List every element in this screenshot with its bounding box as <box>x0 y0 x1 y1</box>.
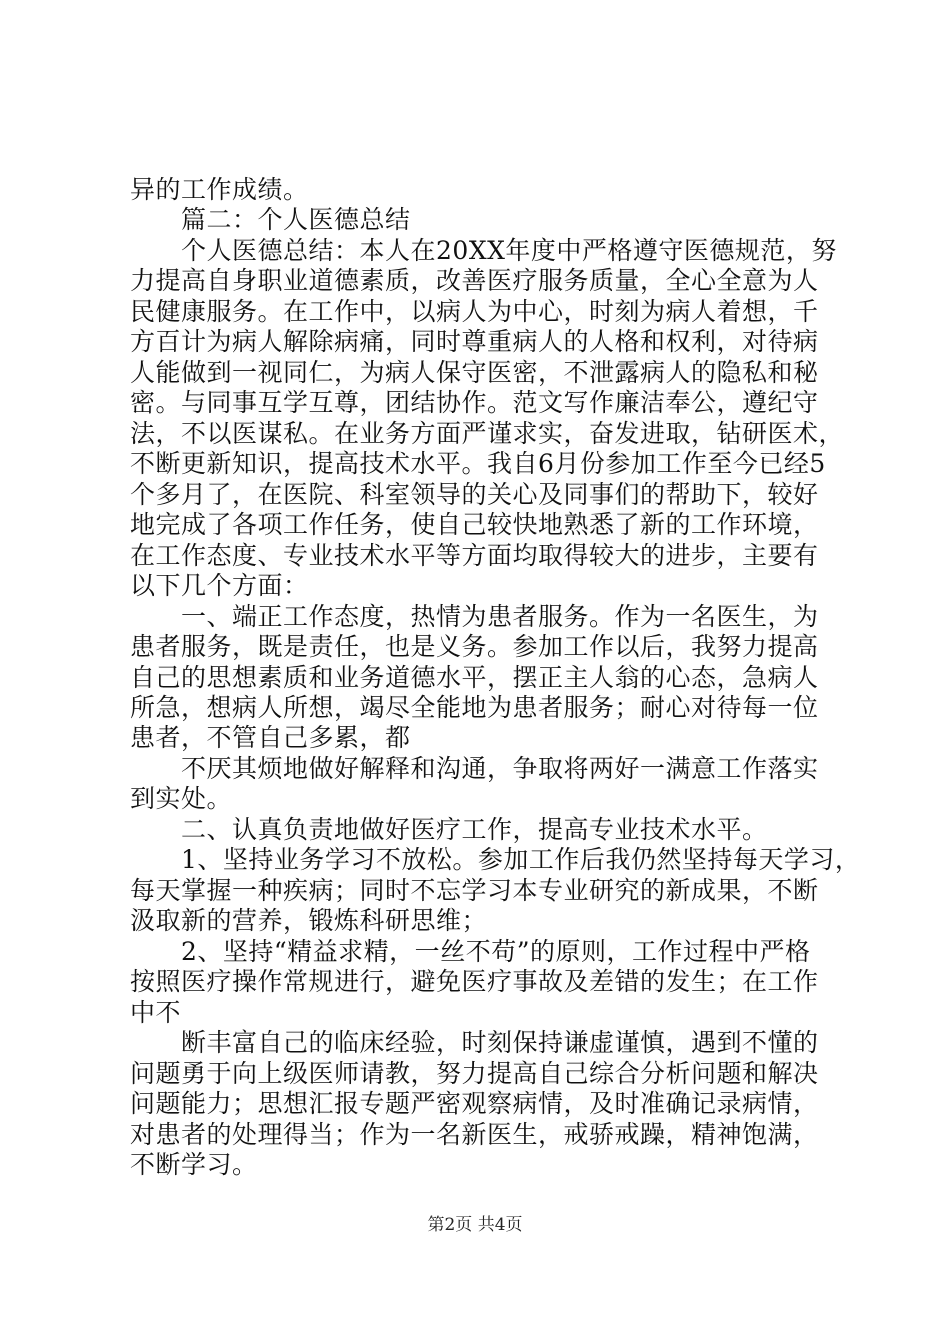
text-line: 汲取新的营养，锻炼科研思维； <box>130 906 488 935</box>
text-line: 每天掌握一种疾病；同时不忘学习本专业研究的新成果，不断 <box>130 876 819 905</box>
text-line: 密。与同事互学互尊，团结协作。范文写作廉洁奉公，遵纪守 <box>130 388 819 417</box>
text-line: 不断更新知识，提高技术水平。我自6月份参加工作至今已经5 <box>130 449 826 478</box>
text-line: 不厌其烦地做好解释和沟通，争取将两好一满意工作落实 <box>130 754 819 783</box>
text-line: 断丰富自己的临床经验，时刻保持谦虚谨慎，遇到不懂的 <box>130 1028 819 1057</box>
page-footer: 第2页 共4页 <box>427 1215 523 1235</box>
text-line: 患者，不管自己多累，都 <box>130 723 411 752</box>
text-line: 法，不以医谋私。在业务方面严谨求实，奋发进取，钻研医术， <box>130 419 845 448</box>
text-line: 二、认真负责地做好医疗工作，提高专业技术水平。 <box>130 815 768 844</box>
text-line: 人能做到一视同仁，为病人保守医密，不泄露病人的隐私和秘 <box>130 358 819 387</box>
text-line: 力提高自身职业道德素质，改善医疗服务质量，全心全意为人 <box>130 266 819 295</box>
text-line: 民健康服务。在工作中，以病人为中心，时刻为病人着想，千 <box>130 297 819 326</box>
text-line: 到实处。 <box>130 784 233 813</box>
text-line: 个人医德总结：本人在20XX年度中严格遵守医德规范，努 <box>130 236 837 265</box>
text-line: 患者服务，既是责任，也是义务。参加工作以后，我努力提高 <box>130 632 819 661</box>
text-line: 中不 <box>130 998 182 1027</box>
text-line: 按照医疗操作常规进行，避免医疗事故及差错的发生；在工作 <box>130 967 819 996</box>
text-line: 不断学习。 <box>130 1150 258 1179</box>
text-line: 在工作态度、专业技术水平等方面均取得较大的进步，主要有 <box>130 541 819 570</box>
text-line: 地完成了各项工作任务，使自己较快地熟悉了新的工作环境， <box>130 510 819 539</box>
text-line: 一、端正工作态度，热情为患者服务。作为一名医生，为 <box>130 602 819 631</box>
text-line: 方百计为病人解除病痛，同时尊重病人的人格和权利，对待病 <box>130 327 819 356</box>
text-line: 以下几个方面： <box>130 571 309 600</box>
text-line: 问题能力；思想汇报专题严密观察病情，及时准确记录病情， <box>130 1089 819 1118</box>
text-line: 异的工作成绩。 <box>130 175 309 204</box>
text-line: 个多月了，在医院、科室领导的关心及同事们的帮助下，较好 <box>130 480 819 509</box>
text-line: 2、坚持“精益求精，一丝不苟”的原则，工作过程中严格 <box>130 937 811 966</box>
section-heading: 篇二：个人医德总结 <box>130 205 411 234</box>
text-line: 问题勇于向上级医师请教，努力提高自己综合分析问题和解决 <box>130 1059 819 1088</box>
text-line: 1、坚持业务学习不放松。参加工作后我仍然坚持每天学习， <box>130 845 861 874</box>
text-line: 自己的思想素质和业务道德水平，摆正主人翁的心态，急病人 <box>130 663 819 692</box>
text-line: 所急，想病人所想，竭尽全能地为患者服务；耐心对待每一位 <box>130 693 819 722</box>
text-line: 对患者的处理得当；作为一名新医生，戒骄戒躁，精神饱满， <box>130 1120 819 1149</box>
